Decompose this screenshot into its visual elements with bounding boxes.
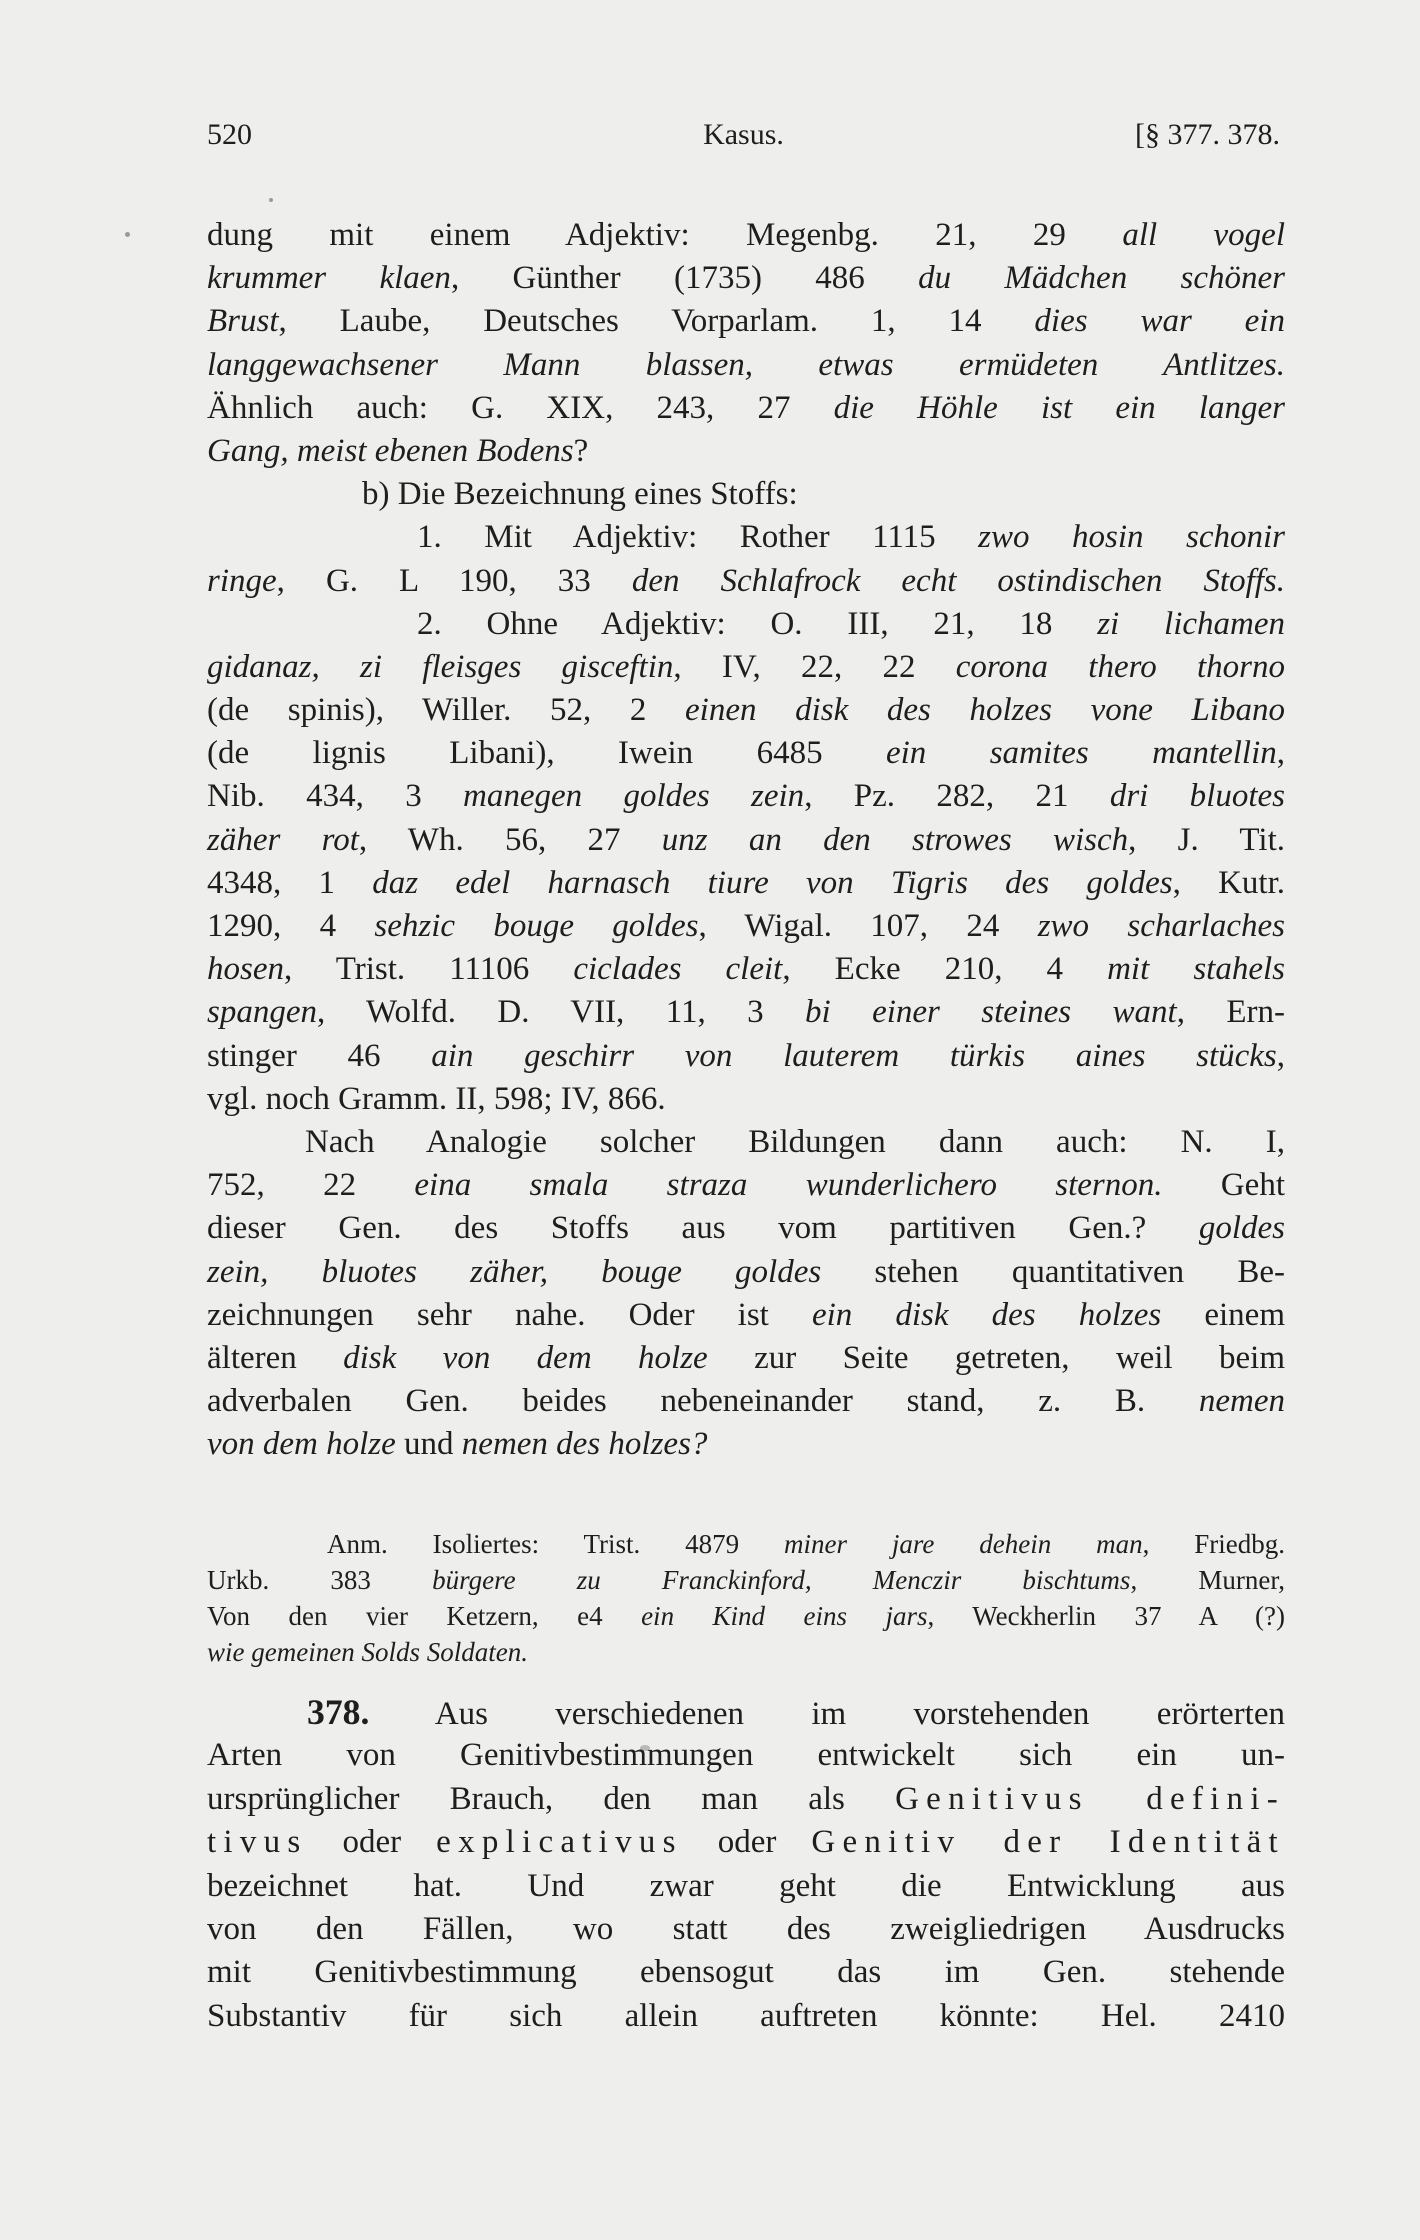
italic-citation: ringe (207, 562, 277, 599)
text-run: Nib. 434, 3 (207, 778, 464, 815)
italic-citation: miner jare dehein man (784, 1529, 1143, 1559)
text-run: 752, 22 (207, 1167, 415, 1204)
print-speck (125, 232, 130, 237)
text-line (207, 689, 1285, 732)
text-run: älteren (207, 1339, 344, 1376)
italic-citation: nemen des holzes? (461, 1426, 708, 1463)
italic-citation: nemen (1198, 1383, 1285, 1420)
text-line (207, 387, 1285, 430)
italic-citation: goldes (1198, 1210, 1285, 1247)
text-run: 2. Ohne Adjektiv: O. III, 21, 18 (417, 605, 1098, 642)
text-line (207, 257, 1285, 300)
italic-citation: sehzic bouge goldes (374, 908, 699, 944)
text-run: stinger 46 (207, 1037, 432, 1074)
text-run: b) Die Bezeichnung eines Stoffs: (362, 476, 798, 513)
text-run: , Murner, (1130, 1565, 1285, 1595)
text-run: Von den vier Ketzern, e4 (207, 1601, 642, 1631)
italic-citation: zäher rot (207, 821, 359, 858)
italic-citation: unz an den strowes wisch (661, 821, 1129, 858)
italic-citation: gidanaz, zi fleisges gisceftin (207, 648, 674, 685)
text-run: einem (1161, 1296, 1285, 1333)
italic-citation: zi lichamen (1097, 605, 1285, 642)
text-line (207, 905, 1285, 948)
section-number: 378. (307, 1692, 370, 1732)
italic-citation: zein, bluotes zäher, bouge goldes (207, 1253, 822, 1290)
text-line (207, 991, 1285, 1034)
text-line (207, 1778, 1285, 1821)
italic-citation: bürgere zu Franckinford, Menczir bischtums (432, 1565, 1131, 1595)
text-run: bezeichnet hat. Und zwar geht die Entwicklung aus (207, 1867, 1285, 1904)
italic-citation: du Mädchen schöner (918, 260, 1285, 297)
italic-citation: Gang, meist ebenen Bodens (207, 432, 574, 469)
text-line (207, 1691, 1285, 1734)
italic-citation: Brust (207, 303, 279, 340)
text-line (207, 1294, 1285, 1337)
running-title: Kasus. (703, 118, 784, 151)
italic-citation: krummer klaen (207, 260, 451, 297)
text-run: , Pz. 282, 21 (804, 778, 1110, 815)
text-run: zeichnungen sehr nahe. Oder ist (207, 1296, 812, 1333)
italic-citation: langgewachsener Mann blassen, etwas ermüdeten Antlitzes. (207, 346, 1285, 383)
text-line (207, 1598, 1285, 1634)
italic-citation: manegen goldes zein (463, 778, 805, 815)
italic-citation: hosen (207, 951, 284, 988)
text-run: , Friedbg. (1142, 1529, 1285, 1559)
italic-citation: ein samites mantellin (885, 735, 1277, 772)
text-line (207, 516, 1285, 559)
text-line (207, 1164, 1285, 1207)
italic-citation: ein disk des holzes (811, 1296, 1162, 1333)
text-line (207, 1526, 1285, 1562)
text-run: , Günther (1735) 486 (450, 260, 919, 297)
text-line (207, 1734, 1285, 1777)
text-line (207, 775, 1285, 818)
text-run: dung mit einem Adjektiv: Megenbg. 21, 29 (207, 217, 1123, 253)
text-run: , Wh. 56, 27 (358, 821, 662, 858)
text-line (207, 1251, 1285, 1294)
italic-citation: zwo scharlaches (1037, 908, 1285, 944)
spaced-term: explicativus (436, 1824, 683, 1861)
italic-citation: daz edel harnasch tiure von Tigris des goldes (372, 864, 1173, 901)
section-378 (207, 1691, 1285, 2038)
text-run: Geht (1162, 1167, 1285, 1204)
page-number: 520 (207, 118, 252, 151)
italic-citation: eina smala straza wunderlichero sternon. (414, 1167, 1163, 1204)
italic-citation: ein Kind eins jars (641, 1601, 928, 1631)
text-run: (de lignis Libani), Iwein 6485 (207, 735, 886, 772)
text-run: , Ecke 210, 4 (782, 951, 1108, 988)
text-line (207, 1995, 1285, 2038)
italic-citation: ciclades cleit (573, 951, 783, 988)
text-line (207, 1423, 1285, 1466)
print-speck (269, 198, 273, 202)
text-run: adverbalen Gen. beides nebeneinander stand, z. B. (207, 1383, 1199, 1420)
text-run: ? (573, 432, 589, 469)
text-run: , J. Tit. (1128, 821, 1285, 858)
text-line (207, 1035, 1285, 1078)
text-run: Aus verschiedenen im vorstehenden erörterten (369, 1696, 1285, 1732)
text-line (207, 473, 1285, 516)
print-speck (640, 1745, 650, 1751)
text-run: Nach Analogie solcher Bildungen dann auch: N. I, (305, 1123, 1285, 1160)
spaced-term: Genitiv der Identität (811, 1824, 1285, 1861)
text-run: mit Genitivbestimmung ebensogut das im Gen. stehende (207, 1954, 1285, 1991)
text-line (207, 1337, 1285, 1380)
text-run: , (1276, 1037, 1285, 1074)
italic-citation: von dem holze (207, 1426, 396, 1463)
text-line (207, 1821, 1285, 1864)
text-line (207, 214, 1285, 257)
text-run: , (1276, 735, 1285, 772)
text-line (207, 1380, 1285, 1423)
text-run: vgl. noch Gramm. II, 598; IV, 866. (207, 1080, 666, 1117)
text-line (207, 300, 1285, 343)
text-line (207, 819, 1285, 862)
text-run: , Wigal. 107, 24 (698, 908, 1038, 944)
text-line (207, 1121, 1285, 1164)
text-run: , IV, 22, 22 (673, 648, 956, 685)
text-line (207, 1634, 1285, 1670)
body-text (207, 214, 1285, 1466)
italic-citation: dri bluotes (1109, 778, 1286, 815)
italic-citation: mit stahels (1107, 951, 1286, 988)
text-line (207, 948, 1285, 991)
text-run: stehen quantitativen Be- (821, 1253, 1285, 1290)
annotation-note (207, 1526, 1285, 1670)
italic-citation: zwo hosin schonir (978, 519, 1286, 556)
text-run: Urkb. 383 (207, 1565, 433, 1595)
italic-citation: wie gemeinen Solds Soldaten. (207, 1637, 528, 1667)
italic-citation: den Schlafrock echt ostindischen Stoffs. (631, 562, 1285, 599)
text-line (207, 862, 1285, 905)
text-line (207, 344, 1285, 387)
text-run: , Laube, Deutsches Vorparlam. 1, 14 (278, 303, 1035, 340)
text-line (207, 1562, 1285, 1598)
italic-citation: ain geschirr von lauterem türkis aines stücks (431, 1037, 1277, 1074)
text-run: , Weckherlin 37 A (?) (927, 1601, 1285, 1631)
text-line (207, 560, 1285, 603)
text-run: , Kutr. (1172, 864, 1285, 901)
text-run: 4348, 1 (207, 864, 373, 901)
text-line (207, 603, 1285, 646)
text-run: Substantiv für sich allein auftreten könnte: Hel. 2410 (207, 1997, 1285, 2034)
text-line (207, 1865, 1285, 1908)
text-run: 1. Mit Adjektiv: Rother 1115 (417, 519, 979, 556)
italic-citation: die Höhle ist ein langer (833, 389, 1285, 426)
text-run: von den Fällen, wo statt des zweigliedrigen Ausdrucks (207, 1910, 1285, 1947)
italic-citation: bi einer steines want (805, 994, 1177, 1031)
text-run: ursprünglicher Brauch, den man als (207, 1780, 896, 1817)
section-reference: [§ 377. 378. (1135, 118, 1280, 151)
italic-citation: disk von dem holze (343, 1339, 708, 1376)
text-run: , Wolfd. D. VII, 11, 3 (317, 994, 806, 1031)
text-run: , Trist. 11106 (284, 951, 574, 988)
text-run: Ähnlich auch: G. XIX, 243, 27 (207, 389, 834, 426)
text-run: Arten von Genitivbestimmungen entwickelt sich ein un- (207, 1737, 1285, 1774)
text-run: zur Seite getreten, weil beim (707, 1339, 1285, 1376)
italic-citation: spangen (207, 994, 317, 1031)
italic-citation: corona thero thorno (955, 648, 1286, 685)
text-run: oder (682, 1824, 812, 1861)
italic-citation: dies war ein (1034, 303, 1285, 340)
text-line (207, 1207, 1285, 1250)
italic-citation: all vogel (1122, 217, 1285, 253)
text-line (207, 732, 1285, 775)
text-run: , G. L 190, 33 (276, 562, 632, 599)
running-header (207, 118, 1280, 162)
spaced-term: Genitivus defini- (895, 1780, 1285, 1817)
text-line (207, 646, 1285, 689)
text-run: , Ern- (1176, 994, 1285, 1031)
text-run: oder (307, 1824, 437, 1861)
text-run: 1290, 4 (207, 908, 375, 944)
text-run: Anm. Isoliertes: Trist. 4879 (327, 1529, 785, 1559)
text-run: und (395, 1426, 462, 1463)
italic-citation: einen disk des holzes vone Libano (685, 692, 1285, 729)
text-line (207, 1951, 1285, 1994)
text-run: (de spinis), Willer. 52, 2 (207, 692, 686, 729)
text-line (207, 430, 1285, 473)
text-run: dieser Gen. des Stoffs aus vom partitiven Gen.? (207, 1210, 1199, 1247)
spaced-term: tivus (207, 1824, 308, 1861)
text-line (207, 1908, 1285, 1951)
text-line (207, 1078, 1285, 1121)
